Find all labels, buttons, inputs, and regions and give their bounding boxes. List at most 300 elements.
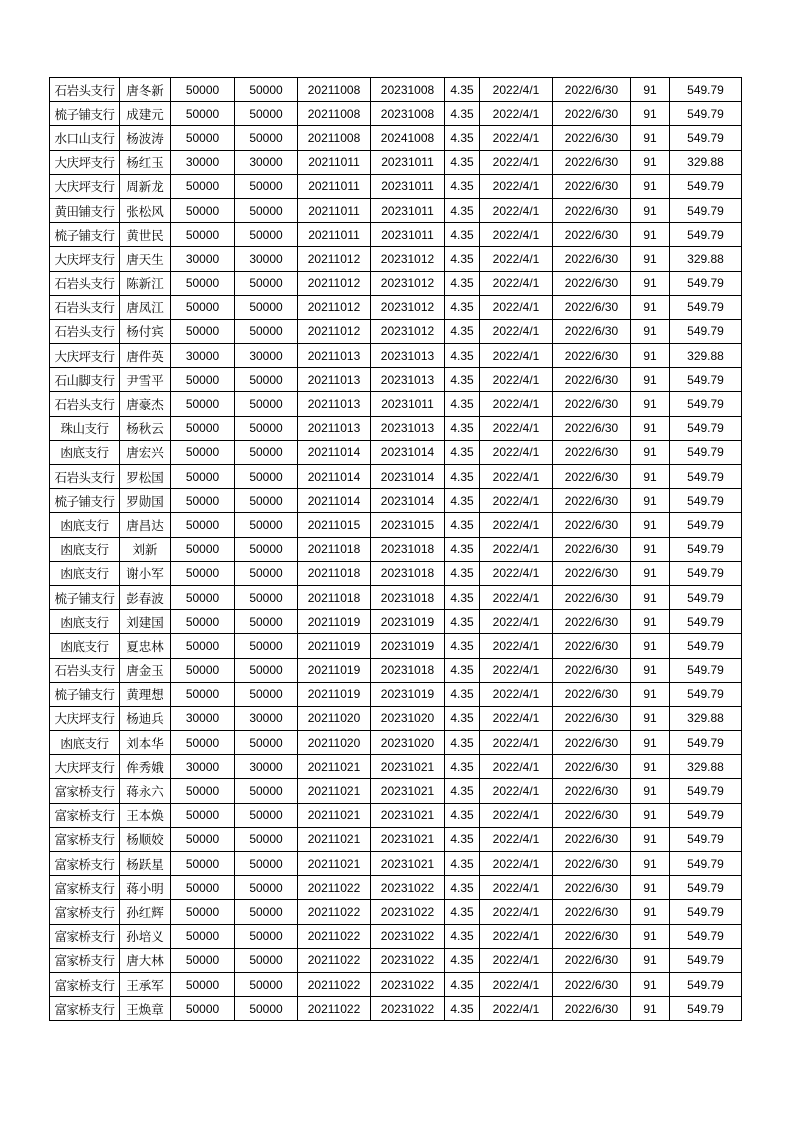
period-end-cell: 2022/6/30: [553, 997, 631, 1021]
days-cell: 91: [631, 852, 670, 876]
interest-cell: 549.79: [670, 658, 742, 682]
days-cell: 91: [631, 198, 670, 222]
table-row: [50, 78, 742, 102]
name-cell: 杨迪兵: [120, 706, 171, 730]
table-row: [50, 392, 742, 416]
period-start-cell: 2022/4/1: [480, 465, 553, 489]
name-cell: 唐大林: [120, 948, 171, 972]
branch-cell: 石岩头支行: [50, 78, 120, 102]
days-cell: 91: [631, 585, 670, 609]
period-end-cell: 2022/6/30: [553, 247, 631, 271]
branch-cell: 富家桥支行: [50, 827, 120, 851]
name-cell: 侔秀娥: [120, 755, 171, 779]
interest-cell: 329.88: [670, 706, 742, 730]
name-cell: 刘新: [120, 537, 171, 561]
loan-amount-cell: 50000: [171, 610, 235, 634]
loan-amount-cell: 50000: [171, 731, 235, 755]
period-start-cell: 2022/4/1: [480, 876, 553, 900]
table-body: [50, 78, 742, 1021]
period-end-cell: 2022/6/30: [553, 271, 631, 295]
interest-cell: 549.79: [670, 827, 742, 851]
period-start-cell: 2022/4/1: [480, 658, 553, 682]
period-end-cell: 2022/6/30: [553, 731, 631, 755]
table-row: [50, 247, 742, 271]
branch-cell: 石岩头支行: [50, 658, 120, 682]
name-cell: 黄理想: [120, 682, 171, 706]
loan-amount-cell: 50000: [171, 295, 235, 319]
balance-cell: 50000: [235, 319, 298, 343]
period-start-cell: 2022/4/1: [480, 682, 553, 706]
branch-cell: 梳子铺支行: [50, 223, 120, 247]
rate-cell: 4.35: [445, 948, 480, 972]
name-cell: 黄世民: [120, 223, 171, 247]
rate-cell: 4.35: [445, 900, 480, 924]
start-date-cell: 20211012: [298, 271, 371, 295]
start-date-cell: 20211011: [298, 223, 371, 247]
rate-cell: 4.35: [445, 706, 480, 730]
name-cell: 杨付宾: [120, 319, 171, 343]
due-date-cell: 20231018: [371, 585, 445, 609]
loan-amount-cell: 50000: [171, 924, 235, 948]
balance-cell: 50000: [235, 126, 298, 150]
balance-cell: 50000: [235, 561, 298, 585]
rate-cell: 4.35: [445, 537, 480, 561]
due-date-cell: 20231012: [371, 247, 445, 271]
loan-amount-cell: 30000: [171, 706, 235, 730]
period-end-cell: 2022/6/30: [553, 102, 631, 126]
loan-amount-cell: 50000: [171, 271, 235, 295]
due-date-cell: 20231011: [371, 223, 445, 247]
interest-cell: 549.79: [670, 779, 742, 803]
start-date-cell: 20211018: [298, 537, 371, 561]
due-date-cell: 20231011: [371, 174, 445, 198]
due-date-cell: 20231018: [371, 537, 445, 561]
table-row: [50, 827, 742, 851]
balance-cell: 50000: [235, 634, 298, 658]
name-cell: 唐昌达: [120, 513, 171, 537]
days-cell: 91: [631, 827, 670, 851]
period-start-cell: 2022/4/1: [480, 852, 553, 876]
period-end-cell: 2022/6/30: [553, 706, 631, 730]
balance-cell: 50000: [235, 658, 298, 682]
due-date-cell: 20231021: [371, 827, 445, 851]
rate-cell: 4.35: [445, 392, 480, 416]
balance-cell: 50000: [235, 803, 298, 827]
table-row: [50, 198, 742, 222]
rate-cell: 4.35: [445, 223, 480, 247]
due-date-cell: 20231014: [371, 489, 445, 513]
period-end-cell: 2022/6/30: [553, 900, 631, 924]
start-date-cell: 20211022: [298, 876, 371, 900]
days-cell: 91: [631, 706, 670, 730]
period-end-cell: 2022/6/30: [553, 440, 631, 464]
loan-amount-cell: 50000: [171, 634, 235, 658]
branch-cell: 大庆坪支行: [50, 755, 120, 779]
interest-cell: 549.79: [670, 295, 742, 319]
loan-amount-cell: 30000: [171, 150, 235, 174]
interest-cell: 549.79: [670, 997, 742, 1021]
rate-cell: 4.35: [445, 585, 480, 609]
due-date-cell: 20231020: [371, 731, 445, 755]
period-start-cell: 2022/4/1: [480, 561, 553, 585]
period-end-cell: 2022/6/30: [553, 585, 631, 609]
interest-cell: 549.79: [670, 924, 742, 948]
branch-cell: 凼底支行: [50, 440, 120, 464]
period-start-cell: 2022/4/1: [480, 827, 553, 851]
due-date-cell: 20231013: [371, 416, 445, 440]
start-date-cell: 20211022: [298, 997, 371, 1021]
interest-cell: 549.79: [670, 513, 742, 537]
start-date-cell: 20211022: [298, 972, 371, 996]
balance-cell: 50000: [235, 489, 298, 513]
days-cell: 91: [631, 368, 670, 392]
interest-cell: 549.79: [670, 440, 742, 464]
days-cell: 91: [631, 319, 670, 343]
period-end-cell: 2022/6/30: [553, 972, 631, 996]
branch-cell: 石岩头支行: [50, 465, 120, 489]
interest-cell: 549.79: [670, 948, 742, 972]
rate-cell: 4.35: [445, 827, 480, 851]
period-start-cell: 2022/4/1: [480, 247, 553, 271]
start-date-cell: 20211011: [298, 174, 371, 198]
period-end-cell: 2022/6/30: [553, 948, 631, 972]
period-end-cell: 2022/6/30: [553, 344, 631, 368]
loan-amount-cell: 50000: [171, 682, 235, 706]
due-date-cell: 20231020: [371, 706, 445, 730]
loan-amount-cell: 50000: [171, 585, 235, 609]
period-end-cell: 2022/6/30: [553, 150, 631, 174]
loan-amount-cell: 50000: [171, 102, 235, 126]
table-row: [50, 126, 742, 150]
loan-amount-cell: 50000: [171, 948, 235, 972]
table-row: [50, 948, 742, 972]
interest-cell: 329.88: [670, 755, 742, 779]
start-date-cell: 20211022: [298, 948, 371, 972]
start-date-cell: 20211013: [298, 392, 371, 416]
rate-cell: 4.35: [445, 416, 480, 440]
period-start-cell: 2022/4/1: [480, 150, 553, 174]
name-cell: 杨顺姣: [120, 827, 171, 851]
due-date-cell: 20231008: [371, 78, 445, 102]
loan-amount-cell: 30000: [171, 755, 235, 779]
start-date-cell: 20211012: [298, 319, 371, 343]
name-cell: 夏忠林: [120, 634, 171, 658]
period-end-cell: 2022/6/30: [553, 513, 631, 537]
name-cell: 唐冬新: [120, 78, 171, 102]
rate-cell: 4.35: [445, 755, 480, 779]
name-cell: 刘本华: [120, 731, 171, 755]
interest-cell: 329.88: [670, 150, 742, 174]
rate-cell: 4.35: [445, 634, 480, 658]
period-end-cell: 2022/6/30: [553, 561, 631, 585]
branch-cell: 石岩头支行: [50, 392, 120, 416]
branch-cell: 梳子铺支行: [50, 585, 120, 609]
interest-cell: 549.79: [670, 198, 742, 222]
days-cell: 91: [631, 682, 670, 706]
days-cell: 91: [631, 755, 670, 779]
branch-cell: 水口山支行: [50, 126, 120, 150]
days-cell: 91: [631, 271, 670, 295]
start-date-cell: 20211008: [298, 126, 371, 150]
period-start-cell: 2022/4/1: [480, 319, 553, 343]
balance-cell: 50000: [235, 779, 298, 803]
interest-cell: 329.88: [670, 247, 742, 271]
start-date-cell: 20211012: [298, 295, 371, 319]
loan-amount-cell: 50000: [171, 198, 235, 222]
balance-cell: 30000: [235, 755, 298, 779]
table-row: [50, 368, 742, 392]
days-cell: 91: [631, 344, 670, 368]
days-cell: 91: [631, 803, 670, 827]
days-cell: 91: [631, 513, 670, 537]
name-cell: 杨红玉: [120, 150, 171, 174]
name-cell: 唐天生: [120, 247, 171, 271]
period-start-cell: 2022/4/1: [480, 223, 553, 247]
rate-cell: 4.35: [445, 465, 480, 489]
period-start-cell: 2022/4/1: [480, 440, 553, 464]
balance-cell: 30000: [235, 247, 298, 271]
interest-cell: 549.79: [670, 561, 742, 585]
days-cell: 91: [631, 392, 670, 416]
loan-amount-cell: 50000: [171, 465, 235, 489]
table-row: [50, 779, 742, 803]
days-cell: 91: [631, 658, 670, 682]
days-cell: 91: [631, 610, 670, 634]
period-end-cell: 2022/6/30: [553, 755, 631, 779]
period-start-cell: 2022/4/1: [480, 489, 553, 513]
period-end-cell: 2022/6/30: [553, 174, 631, 198]
branch-cell: 凼底支行: [50, 561, 120, 585]
period-end-cell: 2022/6/30: [553, 634, 631, 658]
loan-amount-cell: 50000: [171, 561, 235, 585]
interest-cell: 549.79: [670, 319, 742, 343]
loan-amount-cell: 50000: [171, 876, 235, 900]
days-cell: 91: [631, 174, 670, 198]
rate-cell: 4.35: [445, 102, 480, 126]
rate-cell: 4.35: [445, 271, 480, 295]
balance-cell: 50000: [235, 972, 298, 996]
name-cell: 罗松国: [120, 465, 171, 489]
due-date-cell: 20231019: [371, 634, 445, 658]
loan-amount-cell: 50000: [171, 368, 235, 392]
days-cell: 91: [631, 465, 670, 489]
table-row: [50, 319, 742, 343]
due-date-cell: 20231012: [371, 319, 445, 343]
period-end-cell: 2022/6/30: [553, 489, 631, 513]
start-date-cell: 20211020: [298, 731, 371, 755]
due-date-cell: 20231019: [371, 610, 445, 634]
interest-cell: 549.79: [670, 610, 742, 634]
table-row: [50, 150, 742, 174]
interest-cell: 549.79: [670, 126, 742, 150]
rate-cell: 4.35: [445, 682, 480, 706]
rate-cell: 4.35: [445, 126, 480, 150]
start-date-cell: 20211013: [298, 344, 371, 368]
branch-cell: 大庆坪支行: [50, 150, 120, 174]
rate-cell: 4.35: [445, 972, 480, 996]
branch-cell: 珠山支行: [50, 416, 120, 440]
loan-amount-cell: 50000: [171, 78, 235, 102]
period-end-cell: 2022/6/30: [553, 392, 631, 416]
interest-cell: 549.79: [670, 585, 742, 609]
period-start-cell: 2022/4/1: [480, 295, 553, 319]
rate-cell: 4.35: [445, 344, 480, 368]
branch-cell: 梳子铺支行: [50, 682, 120, 706]
balance-cell: 50000: [235, 827, 298, 851]
period-end-cell: 2022/6/30: [553, 658, 631, 682]
table-row: [50, 102, 742, 126]
balance-cell: 50000: [235, 295, 298, 319]
name-cell: 杨秋云: [120, 416, 171, 440]
period-end-cell: 2022/6/30: [553, 779, 631, 803]
start-date-cell: 20211008: [298, 102, 371, 126]
start-date-cell: 20211021: [298, 755, 371, 779]
due-date-cell: 20231018: [371, 561, 445, 585]
branch-cell: 富家桥支行: [50, 972, 120, 996]
table-row: [50, 997, 742, 1021]
start-date-cell: 20211021: [298, 779, 371, 803]
table-row: [50, 972, 742, 996]
balance-cell: 50000: [235, 537, 298, 561]
branch-cell: 凼底支行: [50, 513, 120, 537]
branch-cell: 富家桥支行: [50, 779, 120, 803]
balance-cell: 50000: [235, 682, 298, 706]
loan-amount-cell: 30000: [171, 344, 235, 368]
loan-amount-cell: 50000: [171, 489, 235, 513]
days-cell: 91: [631, 779, 670, 803]
due-date-cell: 20231015: [371, 513, 445, 537]
period-start-cell: 2022/4/1: [480, 198, 553, 222]
balance-cell: 50000: [235, 416, 298, 440]
rate-cell: 4.35: [445, 658, 480, 682]
interest-cell: 549.79: [670, 852, 742, 876]
period-start-cell: 2022/4/1: [480, 344, 553, 368]
table-row: [50, 223, 742, 247]
name-cell: 张松风: [120, 198, 171, 222]
loan-amount-cell: 50000: [171, 392, 235, 416]
branch-cell: 富家桥支行: [50, 924, 120, 948]
period-end-cell: 2022/6/30: [553, 368, 631, 392]
balance-cell: 50000: [235, 223, 298, 247]
due-date-cell: 20231022: [371, 876, 445, 900]
loan-amount-cell: 50000: [171, 513, 235, 537]
loan-amount-cell: 50000: [171, 658, 235, 682]
table-row: [50, 634, 742, 658]
rate-cell: 4.35: [445, 295, 480, 319]
name-cell: 唐凤江: [120, 295, 171, 319]
loan-amount-cell: 50000: [171, 827, 235, 851]
table-row: [50, 876, 742, 900]
period-end-cell: 2022/6/30: [553, 876, 631, 900]
days-cell: 91: [631, 150, 670, 174]
branch-cell: 大庆坪支行: [50, 247, 120, 271]
days-cell: 91: [631, 997, 670, 1021]
branch-cell: 富家桥支行: [50, 852, 120, 876]
interest-cell: 549.79: [670, 731, 742, 755]
period-end-cell: 2022/6/30: [553, 465, 631, 489]
rate-cell: 4.35: [445, 150, 480, 174]
due-date-cell: 20231012: [371, 295, 445, 319]
days-cell: 91: [631, 295, 670, 319]
period-start-cell: 2022/4/1: [480, 102, 553, 126]
interest-cell: 549.79: [670, 489, 742, 513]
start-date-cell: 20211019: [298, 682, 371, 706]
rate-cell: 4.35: [445, 78, 480, 102]
table-row: [50, 610, 742, 634]
rate-cell: 4.35: [445, 997, 480, 1021]
name-cell: 刘建国: [120, 610, 171, 634]
name-cell: 王承军: [120, 972, 171, 996]
branch-cell: 梳子铺支行: [50, 102, 120, 126]
interest-cell: 549.79: [670, 803, 742, 827]
loan-amount-cell: 50000: [171, 416, 235, 440]
branch-cell: 富家桥支行: [50, 900, 120, 924]
branch-cell: 大庆坪支行: [50, 706, 120, 730]
due-date-cell: 20231022: [371, 900, 445, 924]
loan-amount-cell: 50000: [171, 440, 235, 464]
days-cell: 91: [631, 537, 670, 561]
branch-cell: 富家桥支行: [50, 948, 120, 972]
due-date-cell: 20231014: [371, 440, 445, 464]
rate-cell: 4.35: [445, 924, 480, 948]
period-start-cell: 2022/4/1: [480, 610, 553, 634]
rate-cell: 4.35: [445, 513, 480, 537]
start-date-cell: 20211020: [298, 706, 371, 730]
due-date-cell: 20231012: [371, 271, 445, 295]
period-end-cell: 2022/6/30: [553, 924, 631, 948]
table-row: [50, 561, 742, 585]
interest-cell: 549.79: [670, 368, 742, 392]
balance-cell: 50000: [235, 948, 298, 972]
interest-cell: 549.79: [670, 174, 742, 198]
period-end-cell: 2022/6/30: [553, 682, 631, 706]
start-date-cell: 20211021: [298, 827, 371, 851]
branch-cell: 凼底支行: [50, 537, 120, 561]
table-row: [50, 585, 742, 609]
rate-cell: 4.35: [445, 198, 480, 222]
balance-cell: 50000: [235, 731, 298, 755]
rate-cell: 4.35: [445, 803, 480, 827]
period-end-cell: 2022/6/30: [553, 126, 631, 150]
start-date-cell: 20211015: [298, 513, 371, 537]
rate-cell: 4.35: [445, 852, 480, 876]
days-cell: 91: [631, 78, 670, 102]
due-date-cell: 20231021: [371, 803, 445, 827]
branch-cell: 大庆坪支行: [50, 174, 120, 198]
interest-cell: 549.79: [670, 634, 742, 658]
start-date-cell: 20211021: [298, 852, 371, 876]
period-start-cell: 2022/4/1: [480, 900, 553, 924]
period-end-cell: 2022/6/30: [553, 852, 631, 876]
name-cell: 蒋小明: [120, 876, 171, 900]
period-start-cell: 2022/4/1: [480, 392, 553, 416]
period-start-cell: 2022/4/1: [480, 634, 553, 658]
loan-amount-cell: 50000: [171, 319, 235, 343]
period-end-cell: 2022/6/30: [553, 295, 631, 319]
period-end-cell: 2022/6/30: [553, 827, 631, 851]
due-date-cell: 20231011: [371, 150, 445, 174]
days-cell: 91: [631, 223, 670, 247]
balance-cell: 50000: [235, 610, 298, 634]
start-date-cell: 20211022: [298, 924, 371, 948]
loan-amount-cell: 50000: [171, 900, 235, 924]
period-start-cell: 2022/4/1: [480, 78, 553, 102]
due-date-cell: 20231013: [371, 344, 445, 368]
name-cell: 王本焕: [120, 803, 171, 827]
period-end-cell: 2022/6/30: [553, 319, 631, 343]
start-date-cell: 20211019: [298, 634, 371, 658]
name-cell: 杨波涛: [120, 126, 171, 150]
